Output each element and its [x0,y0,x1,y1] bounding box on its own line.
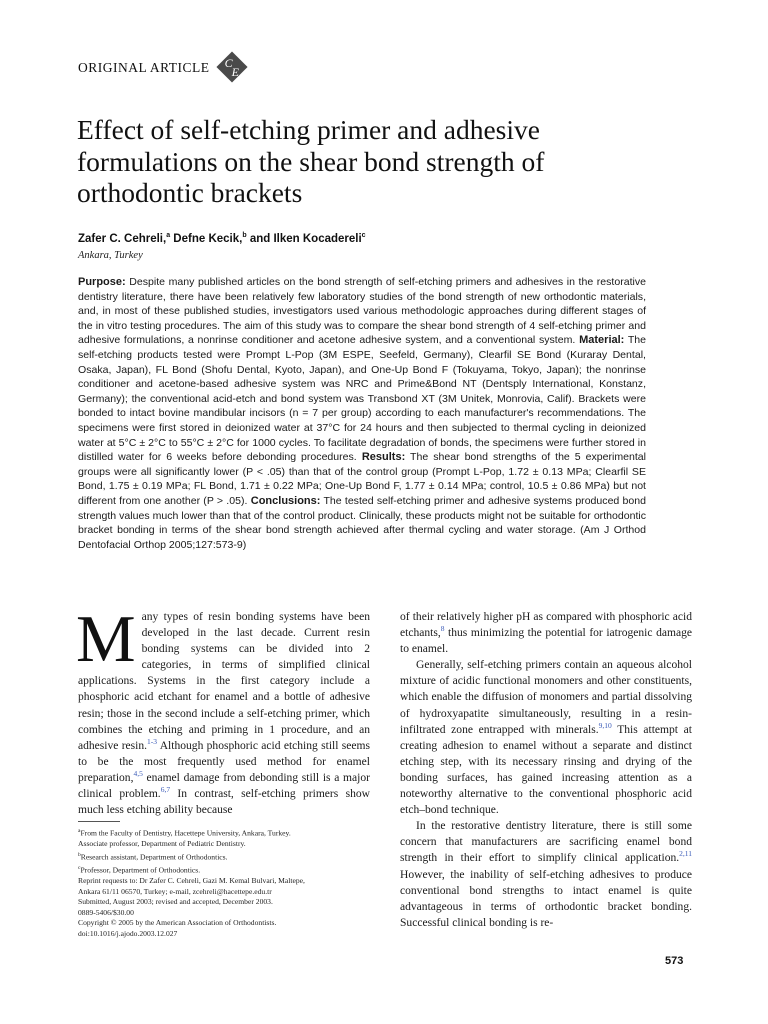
citation-link[interactable]: 6,7 [160,785,171,795]
ce-badge-icon [218,53,248,83]
abstract-conclusions-text: The tested self-etching primer and adhesive systems produced bond strength values much lower than that of the control product. Clinically, these products might not be suitable for orthodontic bracket bonding in terms of the shear bond strength achieved after thermal cycling and water storage. (Am J Orthod Dentofacial Orthop 2005;127:573-9) [78,494,646,551]
body-paragraph: Generally, self-etching primers contain an aqueous alcohol mixture of acidic functional monomers and other constituents, which enable the diffusion of monomers and partial dissolving of hydroxyapatite simultaneously, resulting in a resin-infiltrated zone entrapped with minerals.$^{9,10}$ This attempt at creating adhesion to enamel without a separate and distinct etching step, with its necessary rinsing and drying of the bonding surfaces, has gained increasing attention as a noteworthy alternative to the conventional phosphoric acid etch–bond technique. [400,659,692,817]
author-name: Defne Kecik, [170,232,243,245]
body-paragraph: Many types of resin bonding systems have been developed in the last decade. Current resin bonding systems can be divided into 2 categories, in terms of simplified clinical applications. Systems in the first category include a phosphoric acid etchant for enamel and a bottle of adhesive resin; those in the second include a self-etching primer, which combines the etching and priming in 1 procedure, and an adhesive resin.$^{1-3}$ Although phosphoric acid etching still seems to be the most frequently used method for enamel preparation,$^{4,5}$ enamel damage from debonding still is a major clinical problem.$^{6,7}$ In contrast, self-etching primers show much less etching ability because [76,602,370,817]
footnote-divider [78,821,120,822]
author-affiliation-mark: c [361,232,366,239]
author-affiliation-mark: b [242,232,247,239]
body-column-left [76,602,370,818]
badge-letter-c: C [224,56,233,70]
abstract-purpose-label: Purpose: [78,276,126,288]
abstract-material-label: Material: [575,334,625,347]
footnotes [78,826,370,940]
footnote-line: Ankara 61/11 06570, Turkey; e-mail, zcehreli@hacettepe.edu.tr [78,886,272,896]
body-column-right [400,609,692,931]
footnote-line: $^b$Research assistant, Department of Orthodontics. [78,851,228,862]
badge-letter-e: E [231,65,239,79]
abstract-material-text: The self-etching products tested were Prompt L-Pop (3M ESPE, Seefeld, Germany), Clearfil SE Bond (Kuraray Dental, Osaka, Japan), FL Bond (Shofu Dental, Kyoto, Japan), and One-Up Bond F (Tokuyama, Tokyo, Japan); the nonrinse conditioner and acetone-based adhesive system was NRC and Prime&Bond NT (Dentsply International, Konstanz, Germany); the conventional acid-etch and bond system was Transbond XT (3M Unitek, Monrovia, Calif). Brackets were bonded to intact bovine mandibular incisors (n = 7 per group) according to each manufacturer's recommendations. The specimens were first stored in deionized water at 37°C for 24 hours and then subjected to thermal cycling in deionized water at 5°C ± 2°C to 55°C ± 2°C for 1000 cycles. To facilitate degradation of bonds, the specimens were further stored in distilled water for 6 weeks before debonding procedures. [78,334,646,464]
footnote-line: doi:10.1016/j.ajodo.2003.12.027 [78,928,178,938]
author-list [78,232,366,245]
abstract-results-text: The shear bond strengths of the 5 experimental groups were all significantly lower (P < .05) than that of the control group (Prompt L-Pop, 1.72 ± 0.13 MPa; Clearfil SE Bond, 1.75 ± 0.19 MPa; FL Bond, 1.71 ± 0.22 MPa; One-Up Bond F, 1.77 ± 0.14 MPa; control, 10.5 ± 0.86 MPa) but not different from one another (P > .05). [78,451,646,507]
footnote-line: Associate professor, Department of Pediatric Dentistry. [78,839,246,849]
author-name: Zafer C. Cehreli, [78,232,167,245]
body-paragraph: In the restorative dentistry literature, there is still some concern that manufacturers are sacrificing enamel bond strength in their effort to simplify clinical application.$^{2,11}$ However, the inability of self-etching adhesives to produce conventional bond strengths to intact enamel is quite advantageous in terms of orthodontic bracket bonding. Successful clinical bonding is re- [400,820,692,929]
abstract-purpose-text: Despite many published articles on the bond strength of self-etching primers and adhesives in the restorative dentistry literature, there have been relatively few laboratory studies of the bond strength of new orthodontic materials, and, in most of these published studies, investigators used various methodologic approaches during different stages of the in vitro testing procedures. The aim of this study was to compare the shear bond strength of 4 self-etching primer and adhesive formulations, a nonrinse conditioner and acetone adhesive system, and a conventional system. [78,276,646,347]
footnote-line: Copyright © 2005 by the American Association of Orthodontists. [78,918,277,928]
abstract [78,275,646,552]
footnote-line: Reprint requests to: Dr Zafer C. Cehreli, Gazi M. Kemal Bulvari, Maltepe, [78,875,305,885]
abstract-conclusions-label: Conclusions: [247,494,321,507]
citation-link[interactable]: 4,5 [133,769,143,779]
page-number: 573 [665,955,684,967]
footnote-line: Submitted, August 2003; revised and accepted, December 2003. [78,897,273,907]
body-paragraph: of their relatively higher pH as compared with phosphoric acid etchants,$^8$ thus minimizing the potential for iatrogenic damage to enamel. [400,611,692,656]
article-title: Effect of self-etching primer and adhesive formulations on the shear bond strength of orthodontic brackets [77,114,545,208]
citation-link[interactable]: 2,11 [679,849,692,859]
page-header [78,50,248,86]
author-location: Ankara, Turkey [78,250,143,261]
citation-link[interactable]: 9,10 [598,720,612,730]
footnote-line: $^c$Professor, Department of Orthodontics. [78,864,201,875]
footnote-line: $^a$From the Faculty of Dentistry, Hacettepe University, Ankara, Turkey. [78,828,291,838]
article-type-label: ORIGINAL ARTICLE [78,60,210,75]
author-name: and Ilken Kocadereli [246,232,362,245]
citation-link[interactable]: 8 [440,624,445,634]
abstract-results-label: Results: [356,451,406,464]
author-affiliation-mark: a [166,232,171,239]
drop-cap: M [76,602,136,676]
footnote-line: 0889-5406/$30.00 [78,907,134,917]
citation-link[interactable]: 1-3 [147,736,158,746]
